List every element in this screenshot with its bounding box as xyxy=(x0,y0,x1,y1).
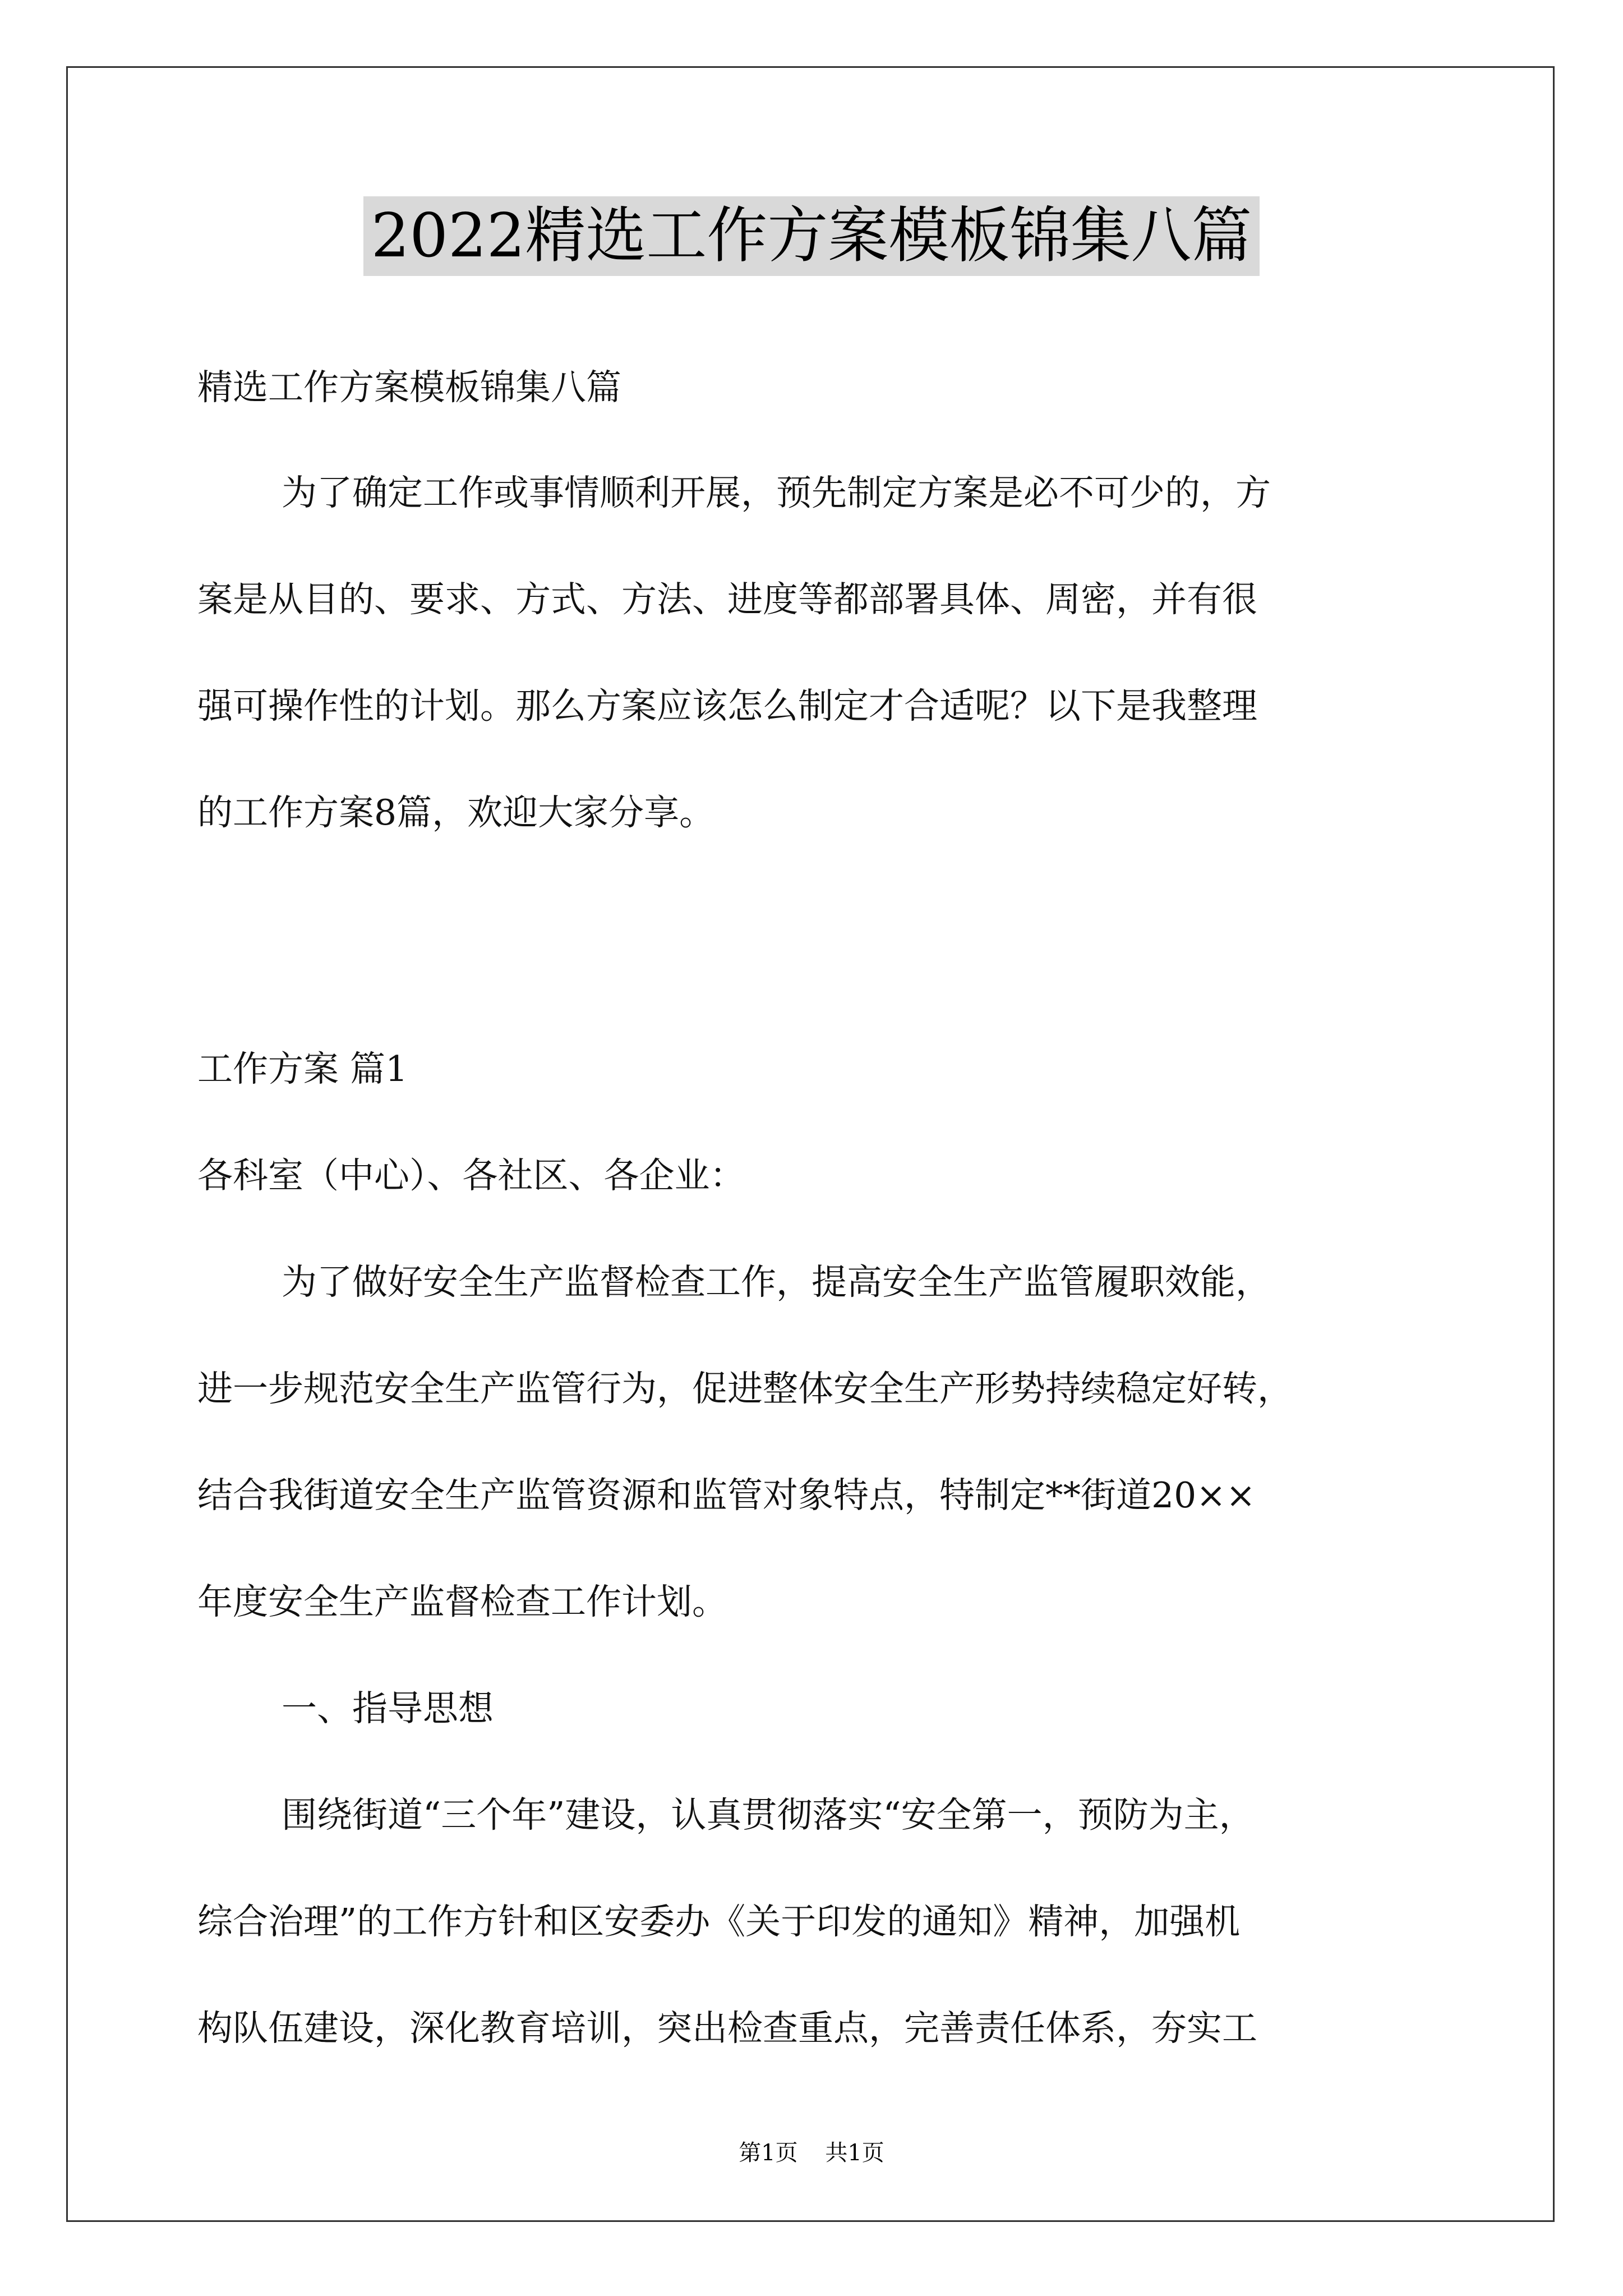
page-footer xyxy=(0,2135,1623,2167)
intro-line-1: 为了确定工作或事情顺利开展，预先制定方案是必不可少的，方 xyxy=(282,472,1271,513)
subtitle: 精选工作方案模板锦集八篇 xyxy=(197,367,621,408)
para1-line-1: 为了做好安全生产监督检查工作，提高安全生产监管履职效能， xyxy=(282,1262,1271,1303)
footer-total-pages: 共1页 xyxy=(825,2140,884,2166)
para1-line-2: 进一步规范安全生产监管行为，促进整体安全生产形势持续稳定好转， xyxy=(197,1368,1293,1409)
intro-line-4: 的工作方案8篇，欢迎大家分享。 xyxy=(197,792,715,833)
salutation: 各科室（中心）、各社区、各企业： xyxy=(197,1155,745,1196)
title-text: 2022精选工作方案模板锦集八篇 xyxy=(363,196,1260,276)
section-heading: 工作方案 篇1 xyxy=(197,1048,408,1089)
para2-line-1: 围绕街道“三个年”建设，认真贯彻落实“安全第一，预防为主， xyxy=(282,1795,1255,1835)
document-title xyxy=(0,196,1623,276)
heading-one: 一、指导思想 xyxy=(282,1688,494,1729)
para1-line-3: 结合我街道安全生产监管资源和监管对象特点，特制定**街道20×× xyxy=(197,1475,1256,1516)
para1-line-4: 年度安全生产监督检查工作计划。 xyxy=(197,1581,727,1622)
para2-line-2: 综合治理”的工作方针和区安委办《关于印发的通知》精神，加强机 xyxy=(197,1901,1241,1942)
footer-page-number: 第1页 xyxy=(739,2140,798,2166)
intro-line-2: 案是从目的、要求、方式、方法、进度等都部署具体、周密，并有很 xyxy=(197,579,1257,620)
intro-line-3: 强可操作性的计划。那么方案应该怎么制定才合适呢？以下是我整理 xyxy=(197,685,1257,726)
para2-line-3: 构队伍建设，深化教育培训，突出检查重点，完善责任体系，夯实工 xyxy=(197,2008,1257,2049)
